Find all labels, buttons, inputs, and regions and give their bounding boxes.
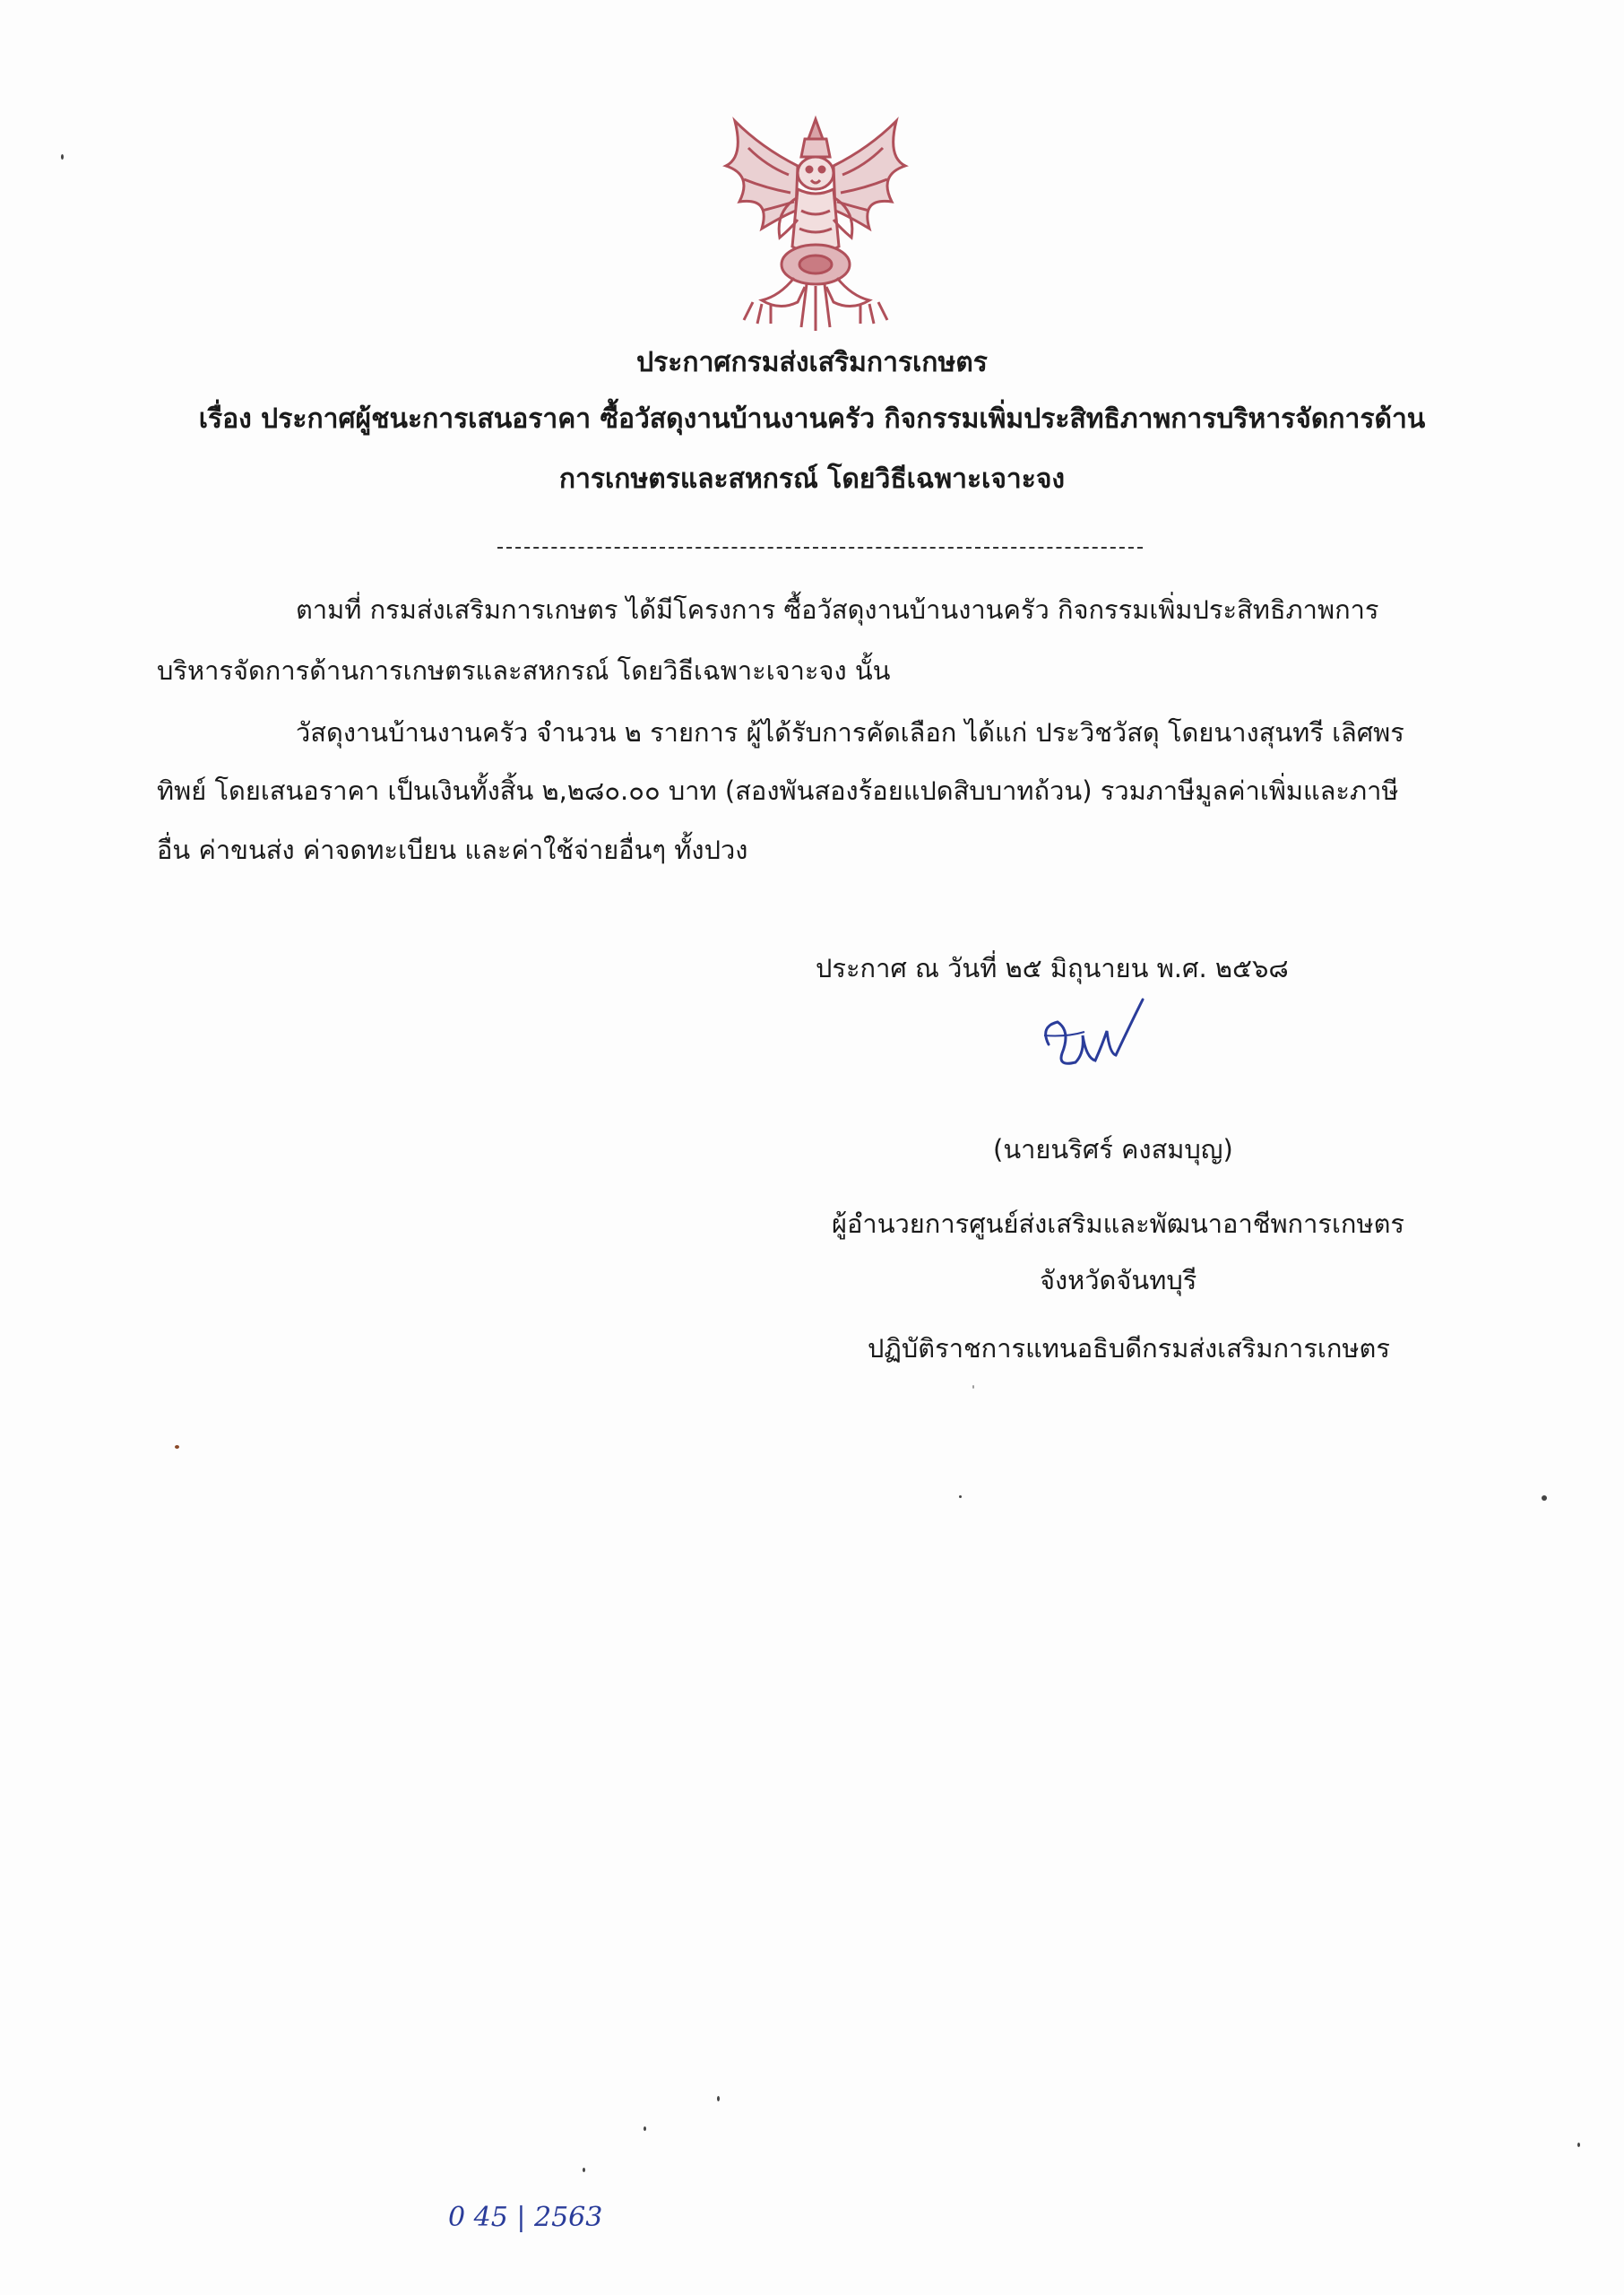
announcement-subject-line-1: เรื่อง ประกาศผู้ชนะการเสนอราคา ซื้อวัสดุงานบ้านงานครัว กิจกรรมเพิ่มประสิทธิภาพการบริหารจัดการด้าน [198, 403, 1426, 435]
dashed-divider [497, 547, 1143, 549]
garuda-emblem-icon [708, 112, 923, 336]
scan-speck [717, 2096, 720, 2101]
paragraph-1-line-1: ตามที่ กรมส่งเสริมการเกษตร ได้มีโครงการ ซื้อวัสดุงานบ้านงานครัว กิจกรรมเพิ่มประสิทธิภาพการ [296, 594, 1379, 625]
paragraph-2-line-3: อื่น ค่าขนส่ง ค่าจดทะเบียน และค่าใช้จ่ายอื่นๆ ทั้งปวง [157, 835, 748, 865]
scan-speck [972, 1385, 974, 1389]
handwritten-reference-note [444, 2192, 623, 2237]
scan-speck [61, 154, 64, 160]
signature-mark [1031, 991, 1147, 1080]
scan-speck [959, 1495, 962, 1498]
paragraph-2-line-1: วัสดุงานบ้านงานครัว จำนวน ๒ รายการ ผู้ได้รับการคัดเลือก ได้แก่ ประวิชวัสดุ โดยนางสุนทรี เลิศพร [296, 717, 1404, 748]
announcement-org-title: ประกาศกรมส่งเสริมการเกษตร [636, 347, 988, 378]
svg-text:0 45 | 2563: 0 45 | 2563 [448, 2202, 603, 2233]
signer-position-line-3: ปฏิบัติราชการแทนอธิบดีกรมส่งเสริมการเกษตร [868, 1333, 1390, 1364]
scan-speck [1542, 1495, 1547, 1501]
announcement-subject-line-2: การเกษตรและสหกรณ์ โดยวิธีเฉพาะเจาะจง [558, 463, 1066, 495]
scan-speck [1577, 2143, 1580, 2147]
paragraph-2-line-2: ทิพย์ โดยเสนอราคา เป็นเงินทั้งสิ้น ๒,๒๘๐.๐๐ บาท (สองพันสองร้อยแปดสิบบาทถ้วน) รวมภาษีมูลค่าเพิ่มและภาษี [157, 775, 1399, 806]
signer-position-line-2: จังหวัดจันทบุรี [1040, 1265, 1197, 1295]
signer-position-line-1: ผู้อำนวยการศูนย์ส่งเสริมและพัฒนาอาชีพการเกษตร [832, 1208, 1404, 1239]
paragraph-1-line-2: บริหารจัดการด้านการเกษตรและสหกรณ์ โดยวิธีเฉพาะเจาะจง นั้น [157, 655, 891, 686]
announcement-date: ประกาศ ณ วันที่ ๒๕ มิถุนายน พ.ศ. ๒๕๖๘ [816, 953, 1289, 983]
scan-speck [644, 2126, 646, 2131]
scan-speck [175, 1445, 179, 1449]
scan-speck [583, 2168, 585, 2172]
signer-name: (นายนริศร์ คงสมบุญ) [993, 1134, 1233, 1165]
